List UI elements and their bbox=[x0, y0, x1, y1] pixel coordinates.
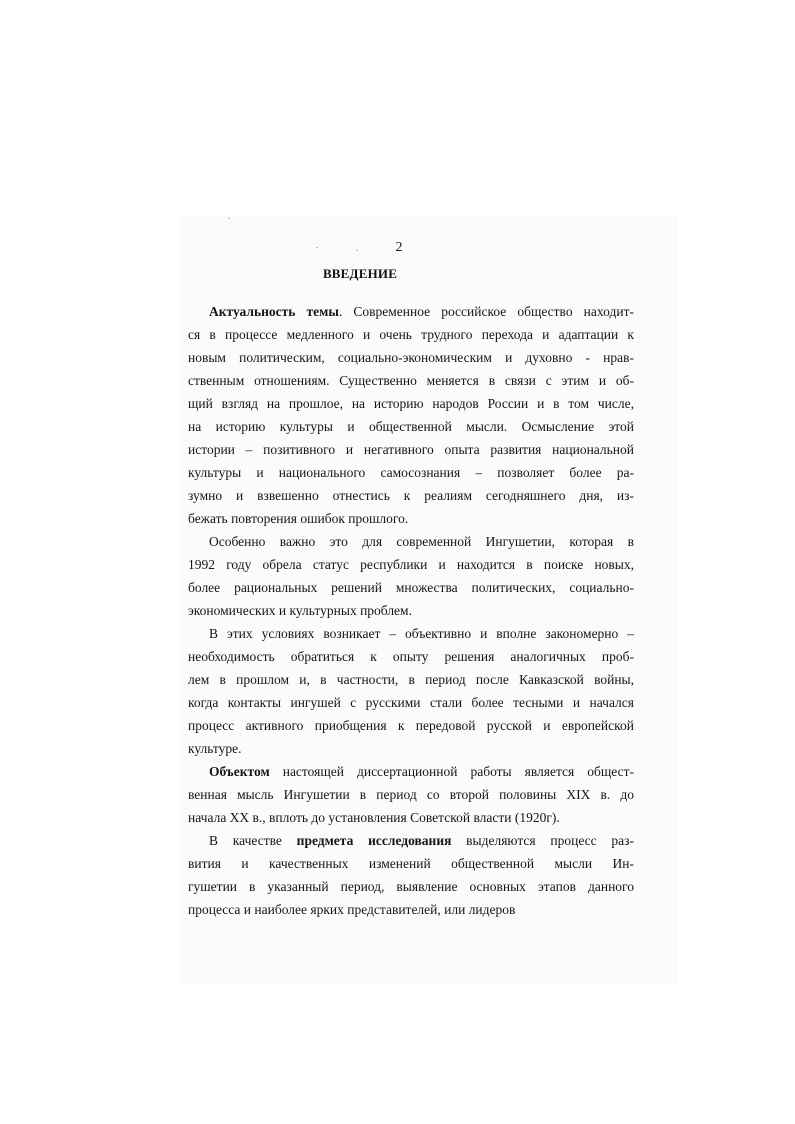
text-line bbox=[188, 323, 634, 346]
line-text: венная мысль Ингушетии в период со второй половины XIX в. до bbox=[188, 787, 634, 802]
line-text-before: В качестве bbox=[209, 833, 297, 848]
text-line bbox=[188, 599, 634, 622]
line-text: . Современное российское общество находит- bbox=[338, 304, 634, 319]
line-text: процесса и наиболее ярких представителей, или лидеров bbox=[188, 902, 516, 917]
text-line bbox=[188, 300, 634, 323]
line-text: на историю культуры и общественной мысли. Осмысление этой bbox=[188, 419, 634, 434]
line-text: щий взгляд на прошлое, на историю народов России и в том числе, bbox=[188, 396, 634, 411]
text-line bbox=[188, 530, 634, 553]
scan-speck bbox=[356, 250, 358, 251]
text-line bbox=[188, 415, 634, 438]
text-line bbox=[188, 576, 634, 599]
line-text: начала XX в., вплоть до установления Советской власти (1920г). bbox=[188, 810, 560, 825]
page-number: 2 bbox=[395, 240, 403, 255]
line-text: процесс активного приобщения к передовой русской и европейской bbox=[188, 718, 634, 733]
line-text: ственным отношениям. Существенно меняется в связи с этим и об- bbox=[188, 373, 634, 388]
line-text: необходимость обратиться к опыту решения аналогичных проб- bbox=[188, 649, 634, 664]
line-text: гушетии в указанный период, выявление основных этапов данного bbox=[188, 879, 634, 894]
line-text: истории – позитивного и негативного опыта развития национальной bbox=[188, 442, 634, 457]
line-text: лем в прошлом и, в частности, в период после Кавказской войны, bbox=[188, 672, 634, 687]
line-text: настоящей диссертационной работы является общест- bbox=[269, 764, 634, 779]
bold-term: Объектом bbox=[209, 764, 270, 779]
scan-speck bbox=[316, 247, 318, 248]
line-text: когда контакты ингушей с русскими стали более тесными и начался bbox=[188, 695, 634, 710]
paragraph bbox=[188, 300, 634, 530]
text-line bbox=[188, 737, 634, 760]
text-line bbox=[188, 622, 634, 645]
paragraph bbox=[188, 530, 634, 622]
line-text: 1992 году обрела статус республики и находится в поиске новых, bbox=[188, 557, 634, 572]
line-text: В этих условиях возникает – объективно и вполне закономерно – bbox=[209, 626, 634, 641]
text-line bbox=[188, 691, 634, 714]
text-line bbox=[188, 461, 634, 484]
text-line bbox=[188, 553, 634, 576]
body-text bbox=[188, 300, 634, 921]
text-line bbox=[188, 760, 634, 783]
paragraph bbox=[188, 622, 634, 760]
text-line bbox=[188, 783, 634, 806]
text-line bbox=[188, 346, 634, 369]
line-text: выделяются процесс раз- bbox=[451, 833, 634, 848]
text-line bbox=[188, 714, 634, 737]
text-line bbox=[188, 645, 634, 668]
text-line bbox=[188, 369, 634, 392]
paragraph bbox=[188, 760, 634, 829]
text-line bbox=[188, 438, 634, 461]
text-line bbox=[188, 829, 634, 852]
text-line bbox=[188, 392, 634, 415]
line-text: ся в процессе медленного и очень трудного перехода и адаптации к bbox=[188, 327, 634, 342]
text-line bbox=[188, 668, 634, 691]
text-line bbox=[188, 507, 634, 530]
line-text: бежать повторения ошибок прошлого. bbox=[188, 511, 409, 526]
paragraph bbox=[188, 829, 634, 921]
text-line bbox=[188, 806, 634, 829]
section-title: ВВЕДЕНИЕ bbox=[322, 266, 398, 281]
line-text: Особенно важно это для современной Ингушетии, которая в bbox=[209, 534, 634, 549]
line-text: вития и качественных изменений общественной мысли Ин- bbox=[188, 856, 634, 871]
line-text: зумно и взвешенно отнестись к реалиям сегодняшнего дня, из- bbox=[188, 488, 634, 503]
bold-term: предмета исследования bbox=[296, 833, 452, 848]
line-text: новым политическим, социально-экономическим и духовно - нрав- bbox=[188, 350, 634, 365]
line-text: культуре. bbox=[188, 741, 242, 756]
text-line bbox=[188, 852, 634, 875]
bold-term: Актуальность темы bbox=[209, 304, 339, 319]
text-line bbox=[188, 875, 634, 898]
scan-speck bbox=[228, 218, 230, 219]
line-text: более рациональных решений множества политических, социально- bbox=[188, 580, 634, 595]
line-text: культуры и национального самосознания – позволяет более ра- bbox=[188, 465, 634, 480]
line-text: экономических и культурных проблем. bbox=[188, 603, 412, 618]
text-line bbox=[188, 898, 634, 921]
text-line bbox=[188, 484, 634, 507]
